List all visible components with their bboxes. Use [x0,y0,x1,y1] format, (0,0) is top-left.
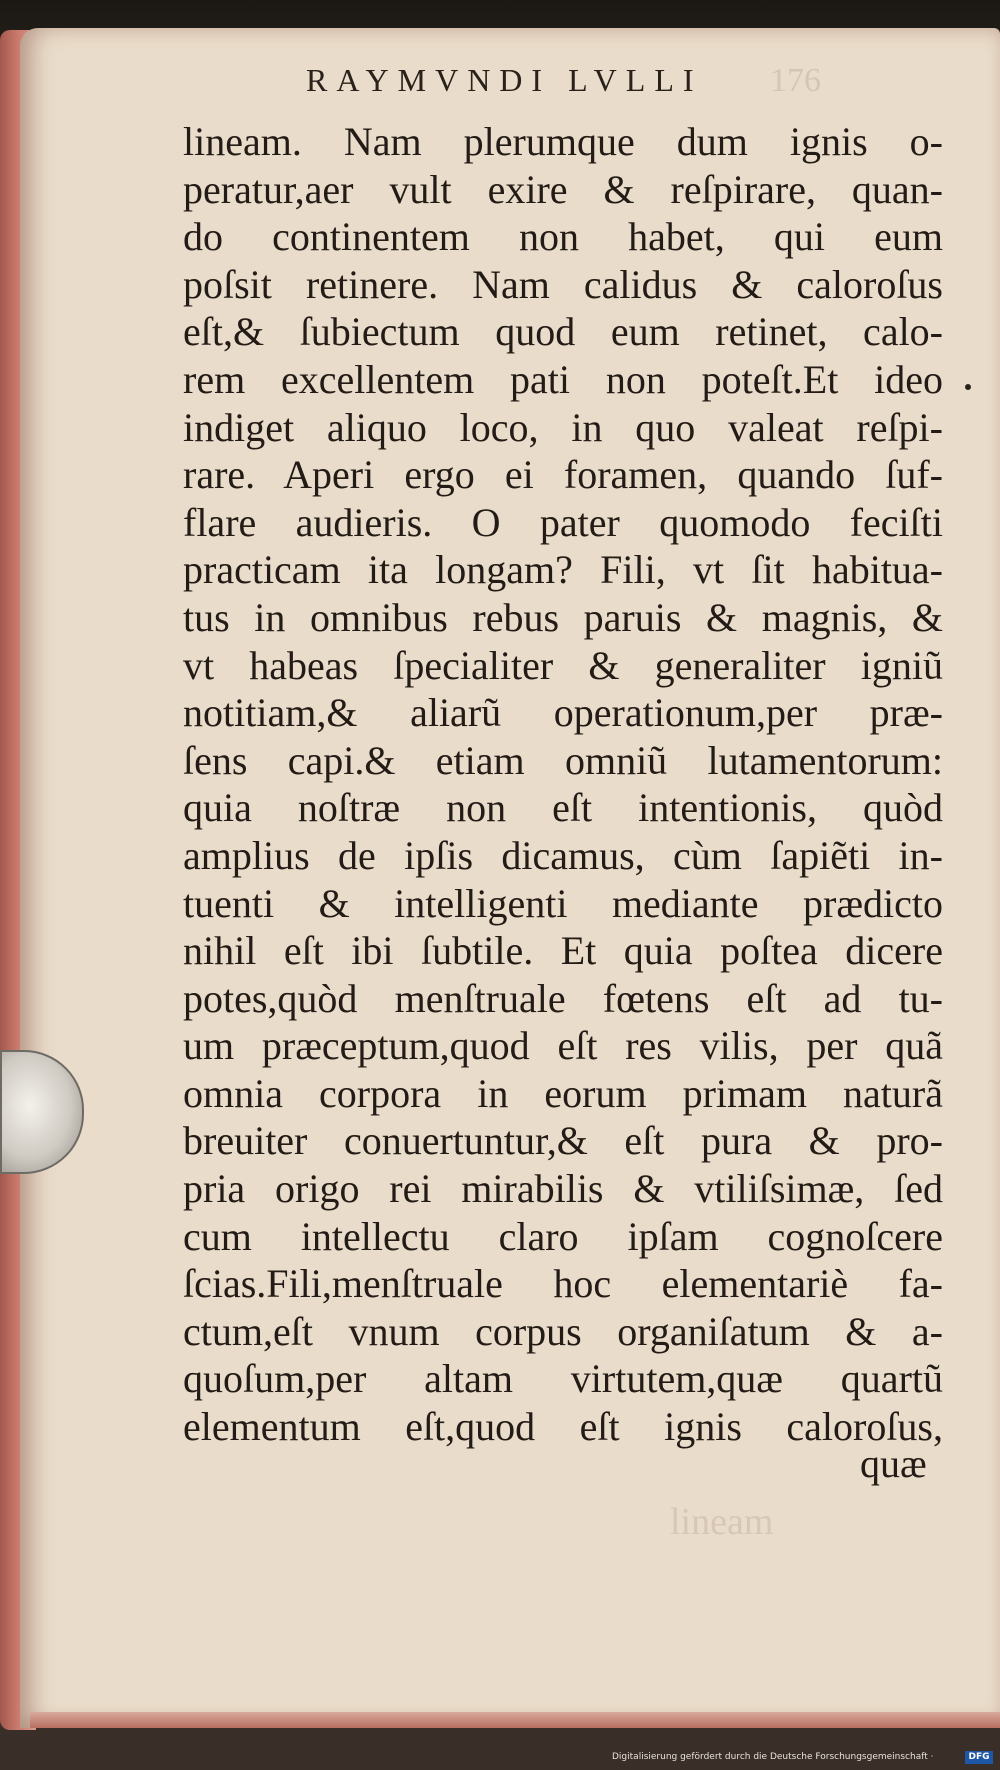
text-block [183,118,943,1451]
dfg-logo: DFG [965,1751,993,1764]
text-line: peratur,aer vult exire & reſpirare, quan- [183,166,943,212]
text-line: quoſum,per altam virtutem,quæ quartũ [183,1356,943,1402]
text-line: practicam ita longam? Fili, vt ſit habitua- [183,547,943,593]
page-bottom-edge [30,1712,1000,1728]
text-line: breuiter conuertuntur,& eſt pura & pro- [183,1118,943,1164]
text-line: vt habeas ſpecialiter & generaliter igniũ [183,642,943,688]
text-line: cum intellectu claro ipſam cognoſcere [183,1213,943,1259]
text-line: rare. Aperi ergo ei foramen, quando ſuf- [183,452,943,498]
text-line: indiget aliquo loco, in quo valeat reſpi- [183,404,943,450]
running-head: RAYMVNDI LVLLI [306,62,703,98]
text-line: rem excellentem pati non poteſt.Et ideo [183,356,943,402]
text-line: ſens capi.& etiam omniũ lutamentorum: [183,737,943,783]
text-line: ctum,eſt vnum corpus organiſatum & a- [183,1308,943,1354]
text-line: notitiam,& aliarũ operationum,per præ- [183,690,943,736]
page-number: 176 [770,62,821,99]
text-line: nihil eſt ibi ſubtile. Et quia poſtea dicere [183,928,943,974]
text-line: ſcias.Fili,menſtruale hoc elementariè fa- [183,1261,943,1307]
text-line: lineam. Nam plerumque dum ignis o- [183,119,943,164]
text-line: amplius de ipſis dicamus, cùm ſapiẽti in- [183,832,943,878]
text-line: um præceptum,quod eſt res vilis, per quã [183,1023,943,1069]
text-line: elementum eſt,quod eſt ignis caloroſus, [183,1404,943,1450]
bleed-through-text: lineam [670,1501,774,1543]
text-line: eſt,& ſubiectum quod eum retinet, calo- [183,309,943,355]
text-line: do continentem non habet, qui eum [183,214,943,260]
text-line: omnia corpora in eorum primam naturã [183,1070,943,1116]
digitization-credit: Digitalisierung gefördert durch die Deutsche Forschungsgemeinschaft · [612,1752,934,1762]
text-line: flare audieris. O pater quomodo feciſti [183,499,943,545]
catchword: quæ [860,1441,927,1486]
text-line: quia noſtræ non eſt intentionis, quòd [183,785,943,831]
text-line: poſsit retinere. Nam calidus & caloroſus [183,261,943,307]
text-line: tuenti & intelligenti mediante prædicto [183,880,943,926]
text-line: potes,quòd menſtruale fœtens eſt ad tu- [183,975,943,1021]
margin-mark [965,384,971,390]
text-line: pria origo rei mirabilis & vtiliſsimæ, ſed [183,1166,943,1212]
text-line: tus in omnibus rebus paruis & magnis, & [183,594,943,640]
